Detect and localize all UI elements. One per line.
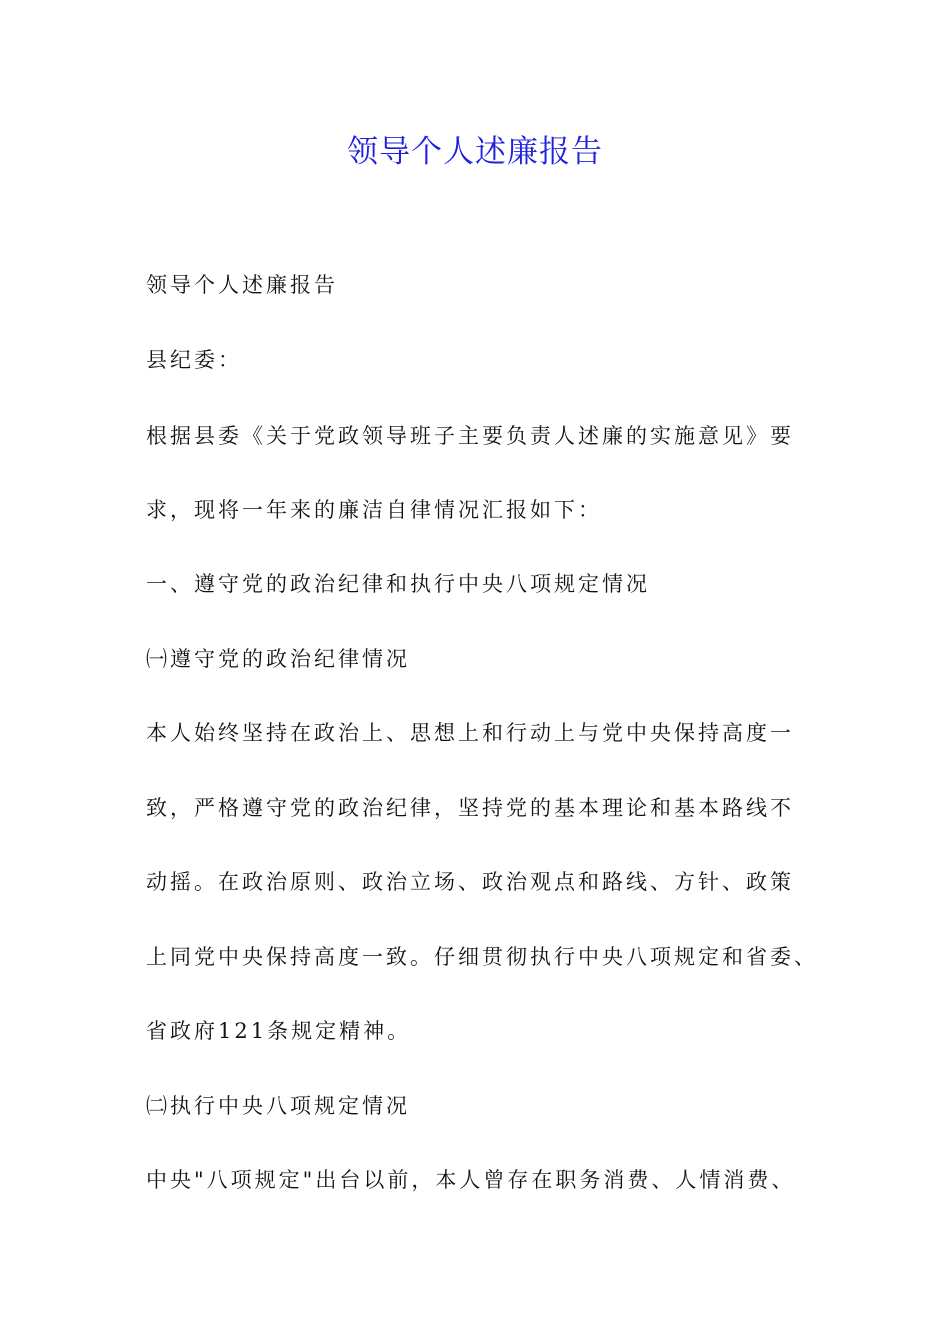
body-line: 省政府121条规定精神。	[146, 1019, 412, 1043]
body-line: 致，严格遵守党的政治纪律，坚持党的基本理论和基本路线不	[146, 796, 794, 820]
body-line: 中央"八项规定"出台以前，本人曾存在职务消费、人情消费、	[146, 1168, 796, 1192]
subsection-heading: ㈡执行中央八项规定情况	[146, 1094, 410, 1118]
body-line: 根据县委《关于党政领导班子主要负责人述廉的实施意见》要	[146, 424, 794, 448]
section-heading: 一、遵守党的政治纪律和执行中央八项规定情况	[146, 572, 650, 596]
subsection-heading: ㈠遵守党的政治纪律情况	[146, 647, 410, 671]
body-line: 本人始终坚持在政治上、思想上和行动上与党中央保持高度一	[146, 721, 794, 745]
body-line-subtitle: 领导个人述廉报告	[146, 273, 338, 297]
body-line: 动摇。在政治原则、政治立场、政治观点和路线、方针、政策	[146, 870, 794, 894]
document-title: 领导个人述廉报告	[347, 134, 603, 170]
body-line: 求，现将一年来的廉洁自律情况汇报如下：	[146, 498, 602, 522]
body-line-salutation: 县纪委：	[146, 348, 242, 372]
body-line: 上同党中央保持高度一致。仔细贯彻执行中央八项规定和省委、	[146, 945, 818, 969]
